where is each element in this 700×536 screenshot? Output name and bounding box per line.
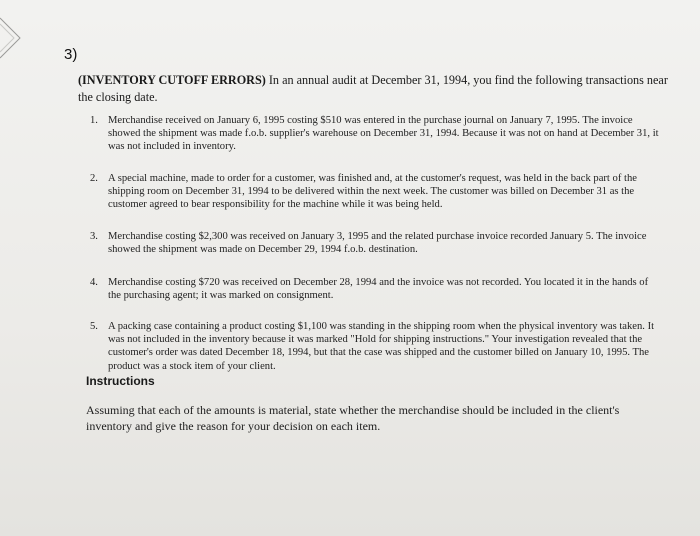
instructions-heading: Instructions	[86, 374, 155, 388]
list-item	[90, 230, 662, 256]
question-number: 3)	[64, 46, 78, 63]
item-number: 4.	[90, 276, 98, 288]
page-corner-arrow-mark	[0, 0, 40, 60]
list-item	[90, 320, 662, 373]
item-number: 2.	[90, 172, 98, 184]
item-text: Merchandise received on January 6, 1995 costing $510 was entered in the purchase journal on January 7, 1995. The invoice showed the shipment was made f.o.b. supplier's warehouse on December 31, 1994. Because it was not on hand at December 31, it was not included in inventory.	[108, 115, 659, 153]
list-item	[90, 114, 662, 154]
problem-intro-text: In an annual audit at December 31, 1994, you find the following transactions near the closing date.	[78, 73, 668, 104]
list-item	[90, 172, 662, 212]
item-number: 5.	[90, 321, 98, 333]
problem-intro	[78, 72, 678, 105]
item-text: Merchandise costing $720 was received on December 28, 1994 and the invoice was not recorded. You located it in the hands of the purchasing agent; it was marked on consignment.	[108, 276, 649, 301]
transaction-list	[90, 114, 662, 373]
problem-title: (INVENTORY CUTOFF ERRORS)	[78, 73, 266, 87]
item-text: A packing case containing a product costing $1,100 was standing in the shipping room when the physical inventory was taken. It was not included in the inventory because it was marked "Hold for shipping instructions." Your investigation revealed that the customer's order was dated December 18, 1994, but that the case was shipped and the customer billed on January 10, 1995. The product was a stock item of your client.	[108, 321, 655, 372]
item-text: Merchandise costing $2,300 was received on January 3, 1995 and the related purchase invoice recorded January 5. The invoice showed the shipment was made on December 29, 1994 f.o.b. destination.	[108, 231, 647, 256]
list-item	[90, 276, 662, 302]
item-text: A special machine, made to order for a customer, was finished and, at the customer's request, was held in the back part of the shipping room on December 31, 1994 to be delivered within the next week. The customer was billed on December 31 as the customer agreed to bear responsibility for the machine while it was being held.	[108, 172, 637, 211]
instructions-text: Assuming that each of the amounts is material, state whether the merchandise should be included in the client's inventory and give the reason for your decision on each item.	[86, 403, 620, 433]
item-number: 1.	[90, 115, 98, 126]
item-number: 3.	[90, 231, 98, 243]
